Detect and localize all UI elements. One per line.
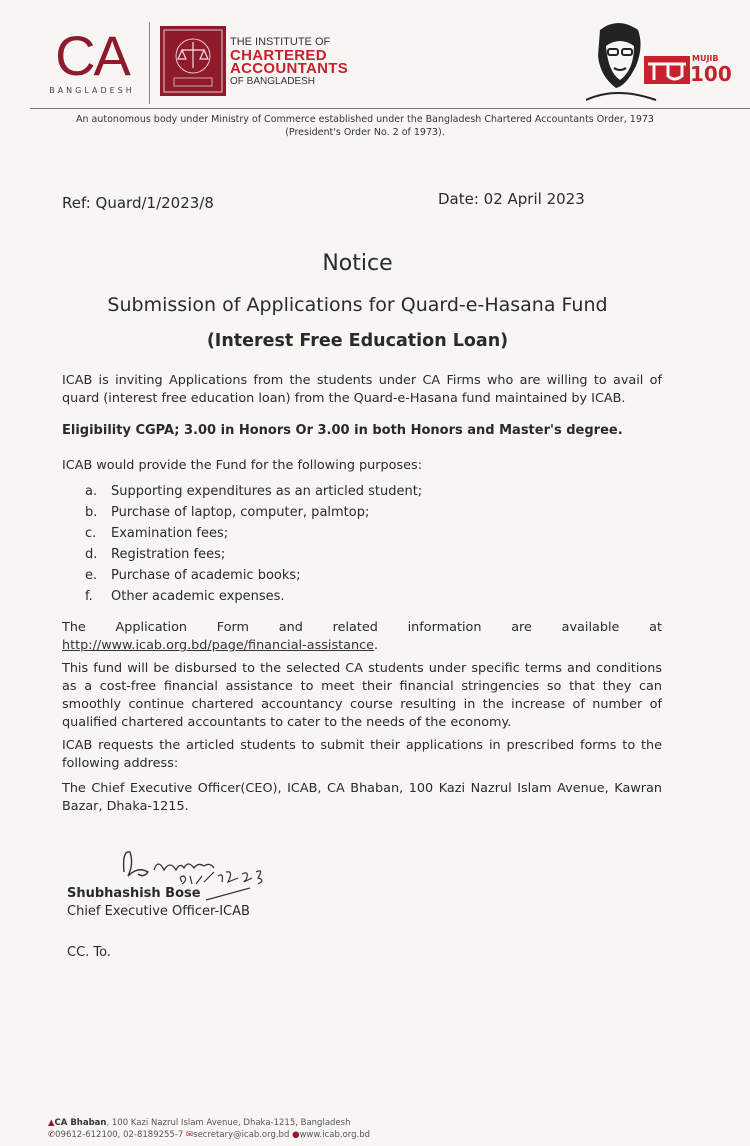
footer-phone: 09612-612100, 02-8189255-7: [55, 1130, 184, 1140]
mujib-number: 100: [690, 62, 732, 86]
footer-address: [48, 1118, 350, 1128]
footer-contacts: [48, 1130, 370, 1140]
application-info: [62, 619, 662, 655]
list-text: Purchase of academic books;: [111, 568, 301, 583]
list-marker: e.: [85, 568, 98, 583]
institute-name: [230, 36, 348, 88]
footer-email[interactable]: secretary@icab.org.bd: [193, 1130, 290, 1140]
signer-name: Shubhashish Bose: [67, 886, 201, 901]
application-form-link[interactable]: http://www.icab.org.bd/page/financial-assistance: [62, 638, 375, 653]
list-marker: a.: [85, 484, 98, 499]
list-text: Purchase of laptop, computer, palmtop;: [111, 505, 370, 520]
notice-subject: Submission of Applications for Quard-e-Hasana Fund: [107, 294, 608, 316]
globe-icon: ●: [292, 1130, 300, 1140]
reference-number: Ref: Quard/1/2023/8: [62, 194, 214, 212]
list-text: Registration fees;: [111, 547, 226, 562]
list-marker: d.: [85, 547, 98, 562]
icab-seal-icon: [160, 26, 226, 96]
list-marker: b.: [85, 505, 98, 520]
list-marker: c.: [85, 526, 97, 541]
institute-line3: OF BANGLADESH: [230, 76, 316, 87]
institute-line1: THE INSTITUTE OF: [230, 36, 331, 48]
signer-title: Chief Executive Officer-ICAB: [67, 904, 250, 919]
disbursement-paragraph: This fund will be disbursed to the selected CA students under specific terms and conditions as a cost-free financial assistance to meet their financial stringencies so that they can smoothly continue chartered accountancy course resulting in the increase of number of qualified chartered accountants to cater to the needs of the economy.: [62, 661, 662, 730]
building-icon: ▲: [48, 1118, 55, 1128]
submission-address: The Chief Executive Officer(CEO), ICAB, CA Bhaban, 100 Kazi Nazrul Islam Avenue, Kawran Bazar, Dhaka-1215.: [62, 781, 662, 814]
header-divider: [149, 22, 150, 104]
institute-line2b: ACCOUNTANTS: [230, 60, 349, 77]
purposes-intro: ICAB would provide the Fund for the following purposes:: [62, 458, 423, 473]
cc-line: CC. To.: [67, 945, 112, 960]
list-item: [85, 481, 422, 502]
institute-line2a: CHARTERED: [230, 47, 327, 64]
ca-logo-letters: CA: [55, 24, 129, 87]
header-rule: [30, 108, 750, 109]
eligibility-criteria: Eligibility CGPA; 3.00 in Honors Or 3.00 in both Honors and Master's degree.: [62, 423, 623, 438]
list-item: [85, 586, 422, 607]
autonomous-line1: An autonomous body under Ministry of Commerce established under the Bangladesh Chartered Accountants Order, 1973: [76, 114, 654, 125]
footer-street: , 100 Kazi Nazrul Islam Avenue, Dhaka-1215, Bangladesh: [106, 1118, 351, 1128]
footer-web[interactable]: www.icab.org.bd: [299, 1130, 371, 1140]
phone-icon: ✆: [48, 1130, 56, 1140]
intro-paragraph: ICAB is inviting Applications from the students under CA Firms who are willing to avail of quard (interest free education loan) from the Quard-e-Hasana fund maintained by ICAB.: [62, 373, 662, 406]
ca-logo: [40, 24, 144, 100]
notice-date: Date: 02 April 2023: [438, 190, 585, 208]
list-text: Examination fees;: [111, 526, 229, 541]
autonomous-statement: [20, 113, 710, 139]
list-marker: f.: [85, 589, 93, 604]
autonomous-line2: (President's Order No. 2 of 1973).: [285, 127, 445, 138]
application-prefix: The Application Form and related information are available at: [62, 620, 662, 635]
request-paragraph: ICAB requests the articled students to submit their applications in prescribed forms to the following address:: [62, 738, 662, 771]
footer-building: CA Bhaban: [54, 1118, 107, 1128]
list-item: [85, 502, 422, 523]
list-item: [85, 523, 422, 544]
list-item: [85, 544, 422, 565]
email-icon: ✉: [186, 1130, 194, 1140]
mujib-label: MUJIB: [692, 54, 719, 63]
ca-logo-country: BANGLADESH: [49, 86, 135, 95]
application-suffix: .: [374, 638, 379, 653]
list-text: Other academic expenses.: [111, 589, 285, 604]
notice-subtitle: (Interest Free Education Loan): [206, 331, 509, 351]
notice-title: Notice: [322, 251, 393, 276]
purposes-list: [85, 481, 422, 607]
mujib100-logo: [586, 16, 732, 102]
list-text: Supporting expenditures as an articled student;: [111, 484, 423, 499]
list-item: [85, 565, 422, 586]
